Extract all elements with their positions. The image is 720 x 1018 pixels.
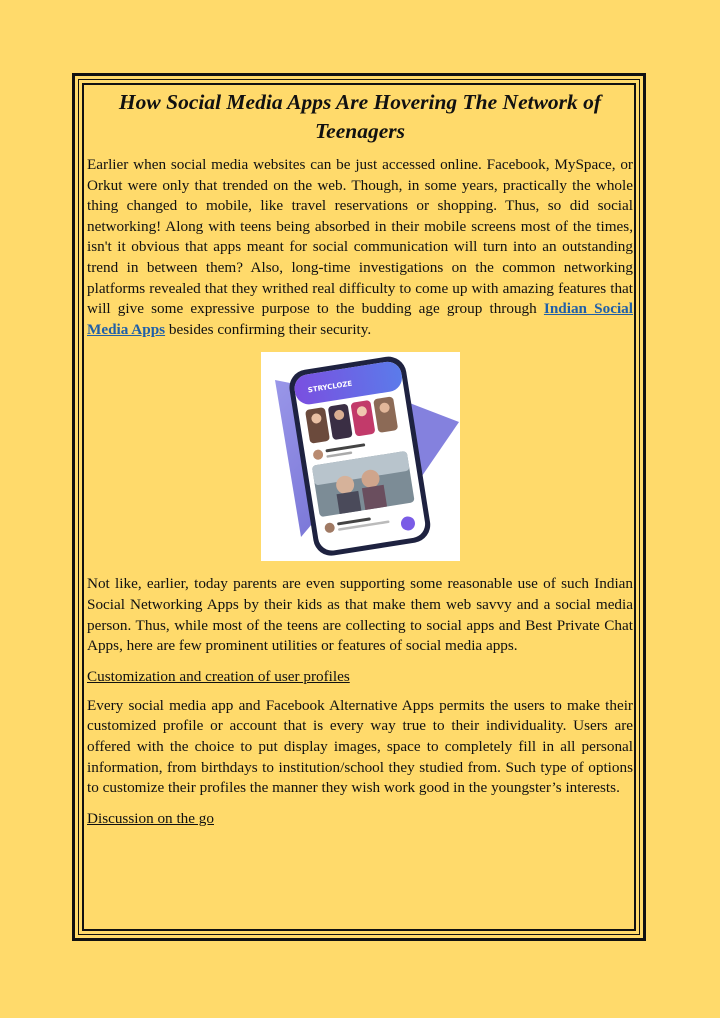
section-heading-customization: Customization and creation of user profiles: [87, 667, 350, 685]
section-1-text: Every social media app and Facebook Alternative Apps permits the users to make their customized profile or account that is every way true to their individuality. Users are offered with the choice to put display images, space to completely fill in all personal information, from birthdays to institution/school they studied from. Such type of options to customize their profiles the manner they wish work good in the youngster’s interests.: [87, 696, 633, 797]
app-name: STRYCLOZE: [306, 379, 353, 395]
smartphone-app-image: [261, 352, 460, 561]
intro-text: Earlier when social media websites can be just accessed online. Facebook, MySpace, or Orkut were only that trended on the web. Though, in some years, practically the whole thing changed to mobile, like travel reservations or shopping. Thus, so did social networking! Along with teens being absorbed in their mobile screens most of the times, isn't it obvious that apps meant for social communication will turn into an outstanding trend in between them? Also, long-time investigations on the common networking platforms revealed that they writhed real difficulty to come up with amazing features that will give some expressive purpose to the budding age group through: [87, 156, 633, 318]
smartphone-illustration: [261, 352, 460, 561]
section-heading-discussion: Discussion on the go: [87, 809, 214, 827]
document-title: How Social Media Apps Are Hovering The Network of Teenagers: [118, 90, 602, 143]
document-body: [87, 88, 633, 829]
indian-social-media-apps-link[interactable]: Indian Social Media Apps: [87, 300, 633, 338]
intro-tail: besides confirming their security.: [168, 320, 372, 338]
paragraph-2: Not like, earlier, today parents are even supporting some reasonable use of such Indian Social Networking Apps by their kids as that make them web savvy and a social media person. Thus, while most of the teens are collecting to social apps and Best Private Chat Apps, here are few prominent utilities or features of social media apps.: [87, 575, 633, 655]
intro-paragraph: [87, 155, 633, 340]
